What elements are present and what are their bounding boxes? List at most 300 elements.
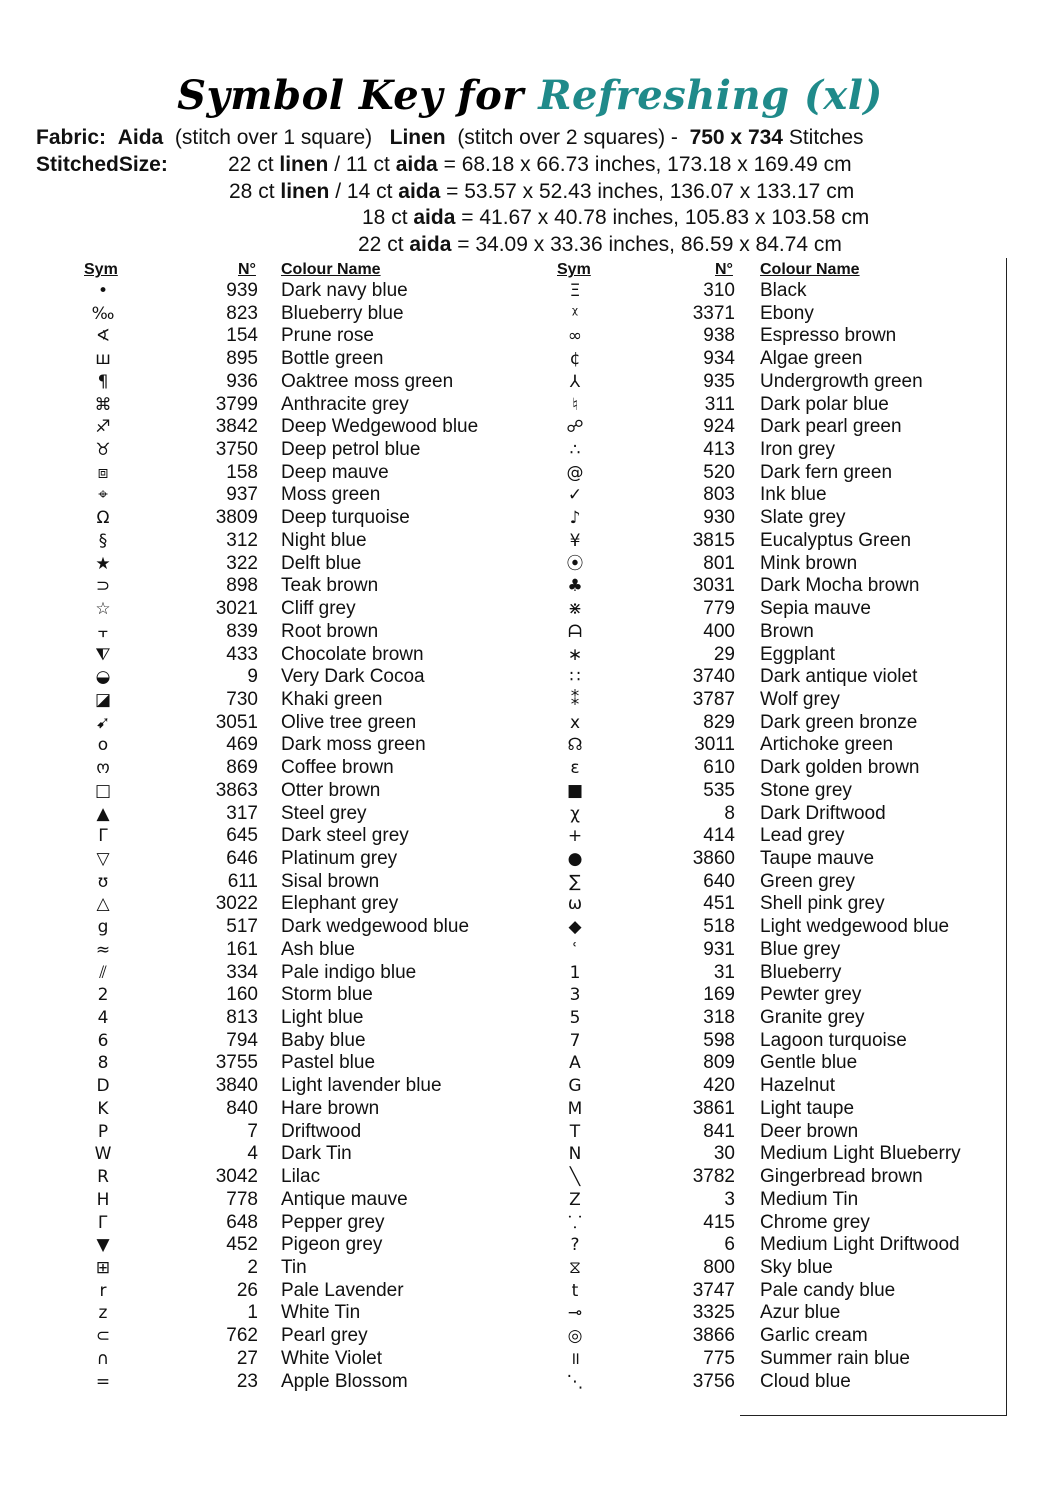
color-number: 3842 [215, 416, 258, 438]
color-name: Taupe mauve [760, 848, 875, 869]
symbol-icon: ⧈ [97, 462, 109, 483]
symbol-icon: ★ [95, 553, 111, 574]
symbol-icon: ∴ [569, 440, 581, 461]
color-name: Moss green [281, 484, 381, 506]
color-number: 779 [703, 598, 735, 620]
color-number: 839 [226, 620, 258, 642]
color-name: Oaktree moss green [281, 370, 454, 392]
color-number: 3011 [694, 734, 735, 756]
symbol-icon: □ [94, 780, 112, 801]
symbol-icon: g [97, 917, 109, 938]
right-header-num: N° [715, 261, 733, 278]
color-name: Dark Tin [281, 1143, 352, 1165]
symbol-icon: ⊂ [95, 1326, 111, 1347]
color-name: Iron grey [760, 439, 835, 461]
color-number: 823 [226, 302, 258, 324]
color-number: 930 [703, 507, 735, 529]
color-name: Dark steel grey [281, 825, 409, 847]
symbol-icon: ო [96, 758, 110, 779]
symbol-icon: 5 [569, 1008, 581, 1029]
color-number: 413 [703, 439, 735, 461]
color-name: Deep Wedgewood blue [281, 416, 479, 438]
right-border-line [1006, 258, 1007, 1416]
color-name: Medium Light Blueberry [760, 1143, 961, 1165]
color-number: 800 [703, 1256, 735, 1278]
symbol-icon: + [567, 826, 583, 847]
color-number: 648 [226, 1211, 258, 1233]
symbol-icon: ⧨ [95, 644, 111, 665]
color-name: Eggplant [760, 643, 836, 665]
color-name: Dark moss green [281, 734, 426, 756]
color-name: White Violet [281, 1347, 383, 1369]
color-number: 311 [704, 393, 735, 415]
symbol-icon: ◆ [568, 917, 582, 938]
color-number: 840 [226, 1097, 258, 1119]
color-number: 30 [713, 1143, 735, 1165]
symbol-icon: R [97, 1167, 109, 1188]
color-name: Medium Light Driftwood [760, 1234, 960, 1256]
color-name: White Tin [281, 1302, 361, 1324]
color-number: 809 [703, 1052, 735, 1074]
color-name: Ink blue [760, 484, 827, 506]
symbol-icon: ? [570, 1235, 580, 1256]
stitched-size-line-4: 22 ct aida = 34.09 x 33.36 inches, 86.59 x 84.74 cm [358, 233, 842, 256]
color-number: 611 [227, 870, 258, 892]
symbol-icon: 8 [97, 1053, 109, 1074]
color-name: Dark Driftwood [760, 802, 886, 824]
color-name: Gentle blue [760, 1052, 858, 1074]
symbol-icon: ω [567, 894, 583, 915]
symbol-icon: W [94, 1144, 112, 1165]
stitched-size-line-2: 28 ct linen / 14 ct aida = 53.57 x 52.43 inches, 136.07 x 133.17 cm [229, 180, 855, 203]
color-name: Dark polar blue [760, 393, 889, 415]
color-name: Pastel blue [281, 1052, 376, 1074]
color-number: 841 [703, 1120, 735, 1142]
color-name: Undergrowth green [760, 370, 923, 392]
color-number: 318 [703, 1007, 735, 1029]
color-number: 2 [247, 1256, 258, 1278]
symbol-icon: ◎ [567, 1326, 583, 1347]
color-number: 3371 [692, 302, 735, 324]
color-number: 4 [247, 1143, 258, 1165]
color-number: 154 [226, 325, 258, 347]
symbol-icon: ◪ [94, 689, 112, 710]
color-name: Storm blue [281, 984, 373, 1006]
color-name: Steel grey [281, 802, 367, 824]
color-name: Night blue [281, 529, 367, 551]
symbol-icon: ♐ [95, 417, 111, 438]
symbol-icon: ▽ [96, 849, 110, 869]
color-name: Light taupe [760, 1097, 855, 1119]
color-number: 3022 [215, 893, 258, 915]
color-name: Antique mauve [281, 1188, 408, 1210]
left-header-num: N° [238, 261, 256, 278]
color-name: Delft blue [281, 552, 362, 574]
color-number: 3740 [692, 666, 735, 688]
color-number: 3756 [692, 1370, 735, 1392]
symbol-icon: ✓ [567, 485, 583, 506]
color-number: 451 [703, 893, 735, 915]
symbol-icon: ⋱ [566, 1371, 584, 1392]
symbol-icon: ʊ [97, 871, 109, 892]
symbol-icon: ⌘ [94, 394, 112, 415]
color-number: 535 [703, 779, 735, 801]
symbol-icon: ∷ [569, 667, 581, 688]
color-name: Dark Mocha brown [760, 575, 920, 597]
color-number: 1 [247, 1302, 258, 1324]
symbol-icon: ➹ [95, 712, 111, 733]
color-number: 762 [226, 1325, 258, 1347]
color-name: Sisal brown [281, 870, 380, 892]
color-name: Otter brown [281, 779, 381, 801]
color-number: 801 [703, 552, 735, 574]
symbol-icon: ☆ [95, 599, 111, 620]
symbol-icon: T [569, 1121, 581, 1142]
color-name: Gingerbread brown [760, 1166, 923, 1188]
symbol-icon: ⊸ [567, 1303, 583, 1324]
color-number: 3051 [215, 711, 258, 733]
symbol-icon: ☊ [567, 735, 583, 756]
color-name: Pale Lavender [281, 1279, 404, 1301]
color-number: 3755 [215, 1052, 258, 1074]
color-number: 29 [713, 643, 735, 665]
symbol-icon: 1 [569, 962, 581, 983]
color-name: Chrome grey [760, 1211, 870, 1233]
color-name: Dark green bronze [760, 711, 918, 733]
color-name: Pigeon grey [281, 1234, 383, 1256]
color-number: 520 [703, 461, 735, 483]
color-number: 415 [703, 1211, 735, 1233]
color-number: 3840 [215, 1075, 258, 1097]
symbol-icon: ⫽ [99, 962, 107, 983]
color-name: Slate grey [760, 507, 846, 529]
color-number: 895 [226, 348, 258, 370]
symbol-icon: ∗ [567, 644, 583, 665]
symbol-icon: 6 [97, 1030, 109, 1051]
color-number: 938 [703, 325, 735, 347]
right-header-sym: Sym [557, 261, 591, 278]
stitched-size-line-1: 22 ct linen / 11 ct aida = 68.18 x 66.73 inches, 173.18 x 169.49 cm [228, 153, 852, 176]
symbol-icon: 7 [569, 1030, 581, 1051]
color-name: Granite grey [760, 1007, 865, 1029]
symbol-icon: ≈ [95, 939, 111, 960]
symbol-icon: ∢ [95, 326, 111, 347]
symbol-icon: ε [570, 758, 580, 779]
symbol-icon: ʿ [572, 939, 578, 960]
color-number: 3750 [215, 439, 258, 461]
symbol-icon: ॥ [569, 1348, 581, 1369]
color-name: Pale candy blue [760, 1279, 896, 1301]
color-number: 775 [703, 1347, 735, 1369]
symbol-icon: § [98, 530, 108, 551]
color-name: Dark antique violet [760, 666, 918, 688]
symbol-icon: ⁑ [570, 689, 580, 710]
color-name: Lagoon turquoise [760, 1029, 907, 1051]
symbol-icon: ♮ [571, 394, 579, 415]
color-name: Driftwood [281, 1120, 362, 1142]
color-name: Pepper grey [281, 1211, 385, 1233]
color-number: 517 [226, 916, 258, 938]
color-number: 414 [703, 825, 735, 847]
symbol-icon: ⧖ [569, 1257, 581, 1278]
color-number: 3861 [692, 1097, 735, 1119]
color-number: 3 [724, 1188, 735, 1210]
symbol-icon: ⌖ [98, 485, 108, 506]
color-name: Deep mauve [281, 461, 389, 483]
color-number: 936 [226, 370, 258, 392]
symbol-icon: ᵡ [571, 303, 579, 324]
color-number: 813 [226, 1007, 258, 1029]
color-number: 640 [703, 870, 735, 892]
color-name: Root brown [281, 620, 379, 642]
symbol-icon: @ [566, 462, 584, 483]
color-name: Cliff grey [281, 598, 356, 620]
color-number: 334 [226, 961, 258, 983]
symbol-icon: ∩ [96, 1348, 110, 1369]
color-name: Tin [281, 1256, 307, 1278]
color-name: Sepia mauve [760, 598, 871, 620]
color-name: Dark golden brown [760, 757, 920, 779]
color-name: Hazelnut [760, 1075, 835, 1097]
color-number: 3863 [215, 779, 258, 801]
symbol-icon: ∞ [567, 326, 583, 347]
color-name: Platinum grey [281, 848, 398, 869]
color-number: 3747 [692, 1279, 735, 1301]
symbol-icon: A [569, 1053, 581, 1074]
color-name: Algae green [760, 348, 863, 370]
color-name: Blue grey [760, 938, 841, 960]
color-name: Baby blue [281, 1029, 366, 1051]
color-name: Pale indigo blue [281, 961, 417, 983]
color-number: 3042 [215, 1166, 258, 1188]
color-name: Wolf grey [760, 688, 840, 710]
color-number: 931 [703, 938, 735, 960]
symbol-icon: χ [570, 803, 580, 824]
color-name: Black [760, 280, 807, 301]
color-name: Eucalyptus Green [760, 529, 912, 551]
symbol-icon: ☍ [566, 417, 584, 438]
color-number: 27 [236, 1347, 258, 1369]
color-name: Espresso brown [760, 325, 897, 347]
color-number: 778 [226, 1188, 258, 1210]
color-number: 934 [703, 348, 735, 370]
color-number: 26 [236, 1279, 258, 1301]
fabric-linen: Linen [389, 126, 446, 149]
color-name: Apple Blossom [281, 1370, 408, 1392]
color-name: Shell pink grey [760, 893, 885, 915]
color-number: 8 [724, 802, 735, 824]
color-number: 645 [226, 825, 258, 847]
color-number: 158 [226, 461, 258, 483]
symbol-icon: ╲ [569, 1167, 581, 1188]
color-name: Dark navy blue [281, 280, 408, 301]
symbol-icon: G [568, 1076, 582, 1097]
color-number: 924 [703, 416, 735, 438]
symbol-icon: ∑ [569, 871, 581, 892]
color-number: 322 [226, 552, 258, 574]
symbol-icon: z [98, 1303, 108, 1324]
color-name: Teak brown [281, 575, 379, 597]
color-number: 646 [226, 848, 258, 869]
color-number: 610 [703, 757, 735, 779]
color-number: 869 [226, 757, 258, 779]
color-number: 730 [226, 688, 258, 710]
color-number: 31 [713, 961, 735, 983]
color-name: Brown [760, 620, 814, 642]
color-name: Medium Tin [760, 1188, 859, 1210]
symbol-icon: ♪ [569, 508, 581, 529]
color-number: 803 [703, 484, 735, 506]
symbol-icon: ◒ [95, 667, 111, 688]
color-number: 3860 [692, 848, 735, 869]
stitched-size-label: StitchedSize: [36, 153, 168, 176]
color-number: 3031 [692, 575, 735, 597]
color-number: 3866 [692, 1325, 735, 1347]
color-name: Lilac [281, 1166, 321, 1188]
symbol-icon: ⦿ [566, 553, 584, 574]
color-number: 420 [703, 1075, 735, 1097]
color-name: Hare brown [281, 1097, 380, 1119]
color-number: 3021 [215, 598, 258, 620]
color-name: Garlic cream [760, 1325, 868, 1347]
color-name: Deep petrol blue [281, 439, 421, 461]
color-name: Chocolate brown [281, 643, 424, 665]
color-number: 9 [247, 666, 258, 688]
symbol-icon: • [97, 281, 109, 301]
symbol-icon: ▼ [96, 1235, 110, 1256]
fabric-aida-note: (stitch over 1 square) [174, 126, 373, 149]
title-pattern-name: Refreshing (xl) [538, 72, 883, 119]
symbol-icon: = [95, 1371, 111, 1392]
symbol-icon: P [97, 1121, 109, 1142]
symbol-icon: H [96, 1189, 110, 1210]
symbol-icon: ♉ [95, 440, 111, 461]
color-name: Prune rose [281, 325, 374, 347]
page-title [0, 72, 1060, 119]
color-name: Olive tree green [281, 711, 417, 733]
color-number: 829 [703, 711, 735, 733]
color-number: 518 [703, 916, 735, 938]
symbol-icon: 4 [97, 1008, 109, 1029]
color-name: Very Dark Cocoa [281, 666, 425, 688]
color-number: 3809 [215, 507, 258, 529]
color-number: 3815 [692, 529, 735, 551]
color-name: Lead grey [760, 825, 845, 847]
symbol-icon: 3 [569, 985, 581, 1006]
color-number: 3782 [692, 1166, 735, 1188]
symbol-icon: ⊃ [95, 576, 111, 597]
symbol-icon: ● [567, 849, 583, 869]
color-name: Blueberry [760, 961, 842, 983]
symbol-icon: ш [95, 349, 111, 370]
color-name: Cloud blue [760, 1370, 851, 1392]
symbol-icon: ■ [566, 780, 584, 801]
color-name: Coffee brown [281, 757, 394, 779]
symbol-icon: ‰ [91, 303, 115, 324]
symbol-icon: Γ [98, 826, 108, 847]
symbol-icon: ⊞ [95, 1257, 111, 1278]
color-number: 6 [724, 1234, 735, 1256]
stitched-size-line-3: 18 ct aida = 41.67 x 40.78 inches, 105.83 x 103.58 cm [362, 206, 870, 229]
symbol-icon: ▲ [96, 803, 110, 824]
color-number: 160 [226, 984, 258, 1006]
color-number: 169 [703, 984, 735, 1006]
symbol-icon: ¢ [569, 349, 581, 370]
symbol-icon: Ω [96, 508, 110, 529]
color-name: Dark fern green [760, 461, 893, 483]
color-number: 935 [703, 370, 735, 392]
color-number: 7 [247, 1120, 258, 1142]
color-name: Sky blue [760, 1256, 833, 1278]
color-name: Blueberry blue [281, 302, 404, 324]
color-name: Light lavender blue [281, 1075, 442, 1097]
color-number: 939 [226, 280, 258, 301]
stitch-count: 750 x 734 [689, 126, 783, 149]
color-name: Dark wedgewood blue [281, 916, 470, 938]
color-name: Bottle green [281, 348, 384, 370]
color-name: Deer brown [760, 1120, 859, 1142]
fabric-linen-note: (stitch over 2 squares) - [457, 126, 678, 149]
symbol-icon: ⅄ [569, 371, 581, 392]
stitch-word: Stitches [788, 126, 864, 149]
color-number: 317 [226, 802, 258, 824]
color-number: 310 [703, 280, 735, 301]
color-name: Ash blue [281, 938, 355, 960]
left-header-sym: Sym [84, 261, 118, 278]
bottom-border-line [740, 1415, 1007, 1416]
symbol-icon: ♣ [567, 576, 583, 597]
color-name: Deep turquoise [281, 507, 410, 529]
color-name: Artichoke green [760, 734, 894, 756]
color-number: 3787 [692, 688, 735, 710]
symbol-icon: o [97, 735, 109, 756]
color-name: Pewter grey [760, 984, 862, 1006]
color-number: 161 [226, 938, 258, 960]
left-header-name: Colour Name [281, 261, 381, 278]
symbol-icon: Z [569, 1189, 581, 1210]
symbol-icon: D [96, 1076, 110, 1097]
color-number: 400 [703, 620, 735, 642]
color-name: Summer rain blue [760, 1347, 910, 1369]
fabric-line [36, 126, 864, 150]
color-name: Dark pearl green [760, 416, 902, 438]
color-number: 898 [226, 575, 258, 597]
color-number: 469 [226, 734, 258, 756]
symbol-icon: t [571, 1280, 579, 1301]
color-name: Pearl grey [281, 1325, 368, 1347]
color-number: 452 [226, 1234, 258, 1256]
symbol-icon: x [569, 712, 581, 733]
symbol-icon: ⋇ [567, 599, 583, 620]
symbol-icon: M [567, 1098, 583, 1119]
color-name: Stone grey [760, 779, 852, 801]
fabric-aida: Aida [117, 126, 164, 149]
color-name: Mink brown [760, 552, 858, 574]
symbol-icon: ¥ [569, 530, 581, 551]
color-name: Light wedgewood blue [760, 916, 950, 938]
symbol-icon: ¶ [97, 371, 109, 392]
color-name: Light blue [281, 1007, 364, 1029]
symbol-icon: r [99, 1280, 107, 1301]
symbol-icon: N [568, 1144, 582, 1165]
symbol-icon: ᗩ [567, 621, 583, 642]
right-header-name: Colour Name [760, 261, 860, 278]
color-number: 433 [226, 643, 258, 665]
color-name: Ebony [760, 302, 814, 324]
symbol-icon: K [97, 1098, 109, 1119]
fabric-label: Fabric: [36, 126, 107, 149]
symbol-icon: Г [97, 1212, 109, 1233]
